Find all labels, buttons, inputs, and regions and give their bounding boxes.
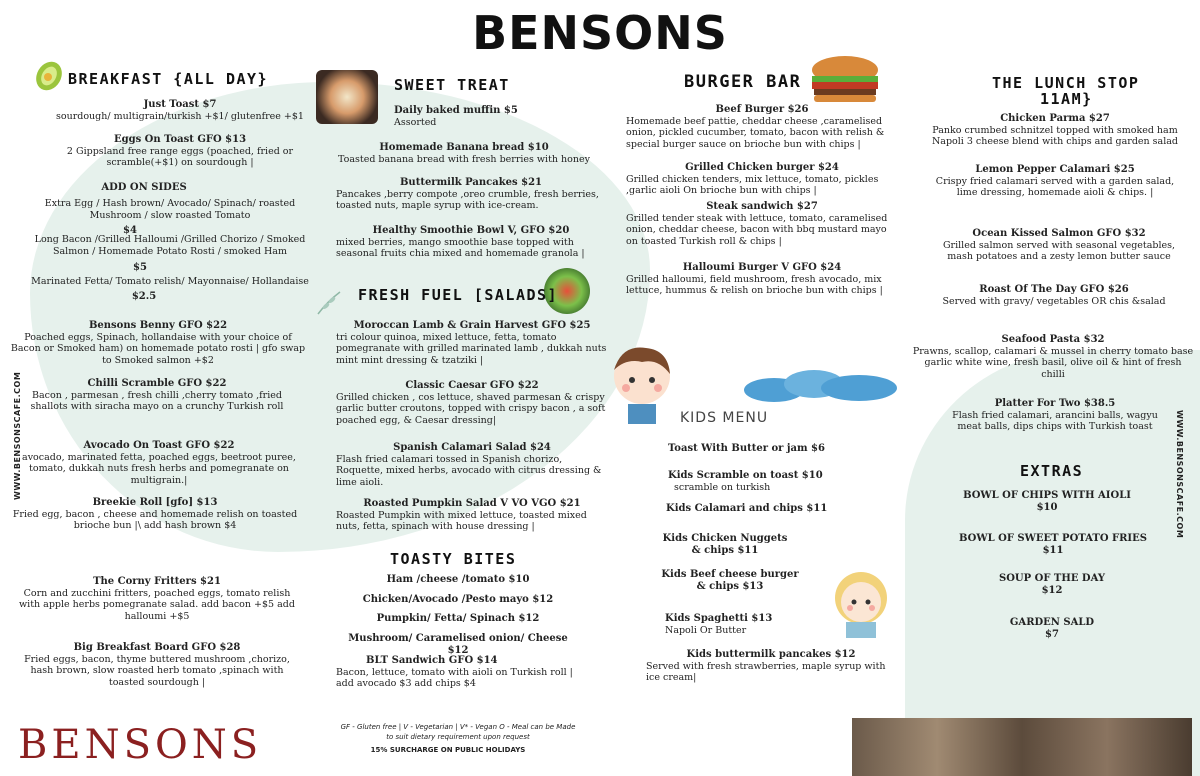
page-title: BENSONS — [472, 6, 728, 60]
menu-item: $2.5 — [131, 291, 157, 302]
menu-item: SOUP OF THE DAY $12 — [998, 573, 1105, 596]
menu-item: Kids Calamari and chips $11 — [666, 503, 828, 514]
menu-item: Classic Caesar GFO $22 Grilled chicken , cos lettuce, shaved parmesan & crispy garlic butter croutons, topped with crispy bacon , a soft poached egg, & Caesar dressing| — [336, 380, 606, 426]
menu-item: Bensons Benny GFO $22 Poached eggs, Spinach, hollandaise with your choice of Bacon or Smoked ham) on homemade potato rosti | gfo swap to Smoked salmon +$2 — [10, 320, 306, 366]
boy-illustration — [602, 340, 682, 426]
menu-item: Seafood Pasta $32 Prawns, scallop, calamari & mussel in cherry tomato base garlic white wine, fresh basil, olive oil & hint of fresh chilli — [912, 334, 1194, 380]
menu-item: Kids Beef cheese burger & chips $13 — [661, 569, 799, 592]
menu-item: Avocado On Toast GFO $22 avocado, marinated fetta, poached eggs, beetroot puree, tomato, dukkah nuts fresh herbs and pomegranate on multigrain.| — [22, 440, 296, 486]
menu-item: Just Toast $7 sourdough/ multigrain/turkish +$1/ glutenfree +$1 — [56, 99, 304, 122]
menu-item: Homemade Banana bread $10 Toasted banana bread with fresh berries with honey — [338, 142, 590, 165]
menu-item: Grilled Chicken burger $24 Grilled chicken tenders, mix lettuce, tomato, pickles ,garlic aioli On brioche bun with chips | — [626, 162, 879, 196]
menu-item: Chicken Parma $27 Panko crumbed schnitzel topped with smoked ham Napoli 3 cheese blend with chips and garden salad — [931, 113, 1178, 147]
menu-item: Toast With Butter or jam $6 — [668, 443, 825, 454]
menu-item: Platter For Two $38.5 Flash fried calamari, arancini balls, wagyu meat balls, dips chips with Turkish toast — [952, 398, 1158, 432]
website-left: WWW.BENSONSCAFE.COM — [13, 371, 22, 500]
menu-item: Mushroom/ Caramelised onion/ Cheese $12 — [348, 633, 568, 656]
clouds-illustration — [744, 368, 904, 404]
menu-item: Long Bacon /Grilled Halloumi /Grilled Chorizo / Smoked Salmon / Homemade Potato Rosti / smoked Ham — [34, 234, 306, 257]
menu-item: Kids Chicken Nuggets & chips $11 — [662, 533, 788, 556]
menu-item: Spanish Calamari Salad $24 Flash fried calamari tossed in Spanish chorizo, Roquette, mixed herbs, avocado with citrus dressing & lime aioli. — [336, 442, 602, 488]
website-right: WWW.BENSONSCAFE.COM — [1175, 410, 1184, 539]
kids-title: KIDS MENU — [680, 410, 769, 426]
menu-item: The Corny Fritters $21 Corn and zucchini fritters, poached eggs, tomato relish with apple herbs pomegranate salad. add bacon +$5 add halloumi +$5 — [19, 576, 295, 622]
menu-item: Roast Of The Day GFO $26 Served with gravy/ vegetables OR chis &salad — [942, 284, 1166, 307]
leaf-icon — [314, 288, 344, 318]
toasty-title: TOASTY BITES — [390, 550, 517, 568]
menu-item: ADD ON SIDES — [101, 182, 187, 193]
menu-item: Marinated Fetta/ Tomato relish/ Mayonnaise/ Hollandaise — [31, 276, 309, 287]
menu-item: Lemon Pepper Calamari $25 Crispy fried calamari served with a garden salad, lime dressing, homemade aioli & chips. | — [935, 164, 1175, 198]
salads-title: FRESH FUEL [SALADS] — [358, 286, 559, 304]
menu-item: Steak sandwich $27 Grilled tender steak with lettuce, tomato, caramelised onion, cheddar cheese, bacon with bbq mustard mayo on toasted Turkish roll & chips | — [626, 201, 888, 247]
menu-item: Chicken/Avocado /Pesto mayo $12 — [362, 594, 554, 605]
menu-item: Breekie Roll [gfo] $13 Fried egg, bacon , cheese and homemade relish on toasted brioche bun |\ add hash brown $4 — [12, 497, 298, 531]
menu-item: Kids buttermilk pancakes $12 Served with fresh strawberries, maple syrup with ice cream| — [646, 649, 886, 683]
menu-item: BLT Sandwich GFO $14 Bacon, lettuce, tomato with aioli on Turkish roll | add avocado $3 add chips $4 — [336, 655, 573, 689]
menu-item: GARDEN SALD $7 — [1009, 617, 1095, 640]
breakfast-title: BREAKFAST {ALL DAY} — [68, 70, 269, 88]
menu-item: Kids Spaghetti $13 Napoli Or Butter — [665, 613, 773, 636]
extras-title: EXTRAS — [1020, 462, 1084, 480]
menu-item: Beef Burger $26 Homemade beef pattie, cheddar cheese ,caramelised onion, pickled cucumber, tomato, bacon with relish & special burger sauce on brioche bun with chips | — [626, 104, 885, 150]
menu-item: BOWL OF CHIPS WITH AIOLI $10 — [963, 490, 1131, 513]
bensons-logo: BENSONS — [18, 722, 263, 768]
menu-item: Eggs On Toast GFO $13 2 Gippsland free range eggs (poached, fried or scramble(+$1) on sourdough | — [66, 134, 294, 168]
menu-item: Ham /cheese /tomato $10 — [386, 574, 530, 585]
sweet-treat-title: SWEET TREAT — [394, 76, 510, 94]
lunch-subtitle: 11AM} — [1040, 90, 1093, 108]
menu-item: Ocean Kissed Salmon GFO $32 Grilled salmon served with seasonal vegetables, mash potatoes and a zesty lemon butter sauce — [942, 228, 1176, 262]
menu-item: Extra Egg / Hash brown/ Avocado/ Spinach/ roasted Mushroom / slow roasted Tomato — [44, 198, 296, 221]
menu-item: Kids Scramble on toast $10 scramble on turkish — [668, 470, 823, 493]
menu-item: Moroccan Lamb & Grain Harvest GFO $25 tri colour quinoa, mixed lettuce, fetta, tomato pomegranate with grilled marinated lamb , dukkah nuts mint mint dressing & tzatziki | — [336, 320, 607, 366]
burger-title: BURGER BAR — [684, 72, 802, 92]
menu-item: Healthy Smoothie Bowl V, GFO $20 mixed berries, mango smoothie base topped with seasonal fruits chia mixed and homemade granola | — [336, 225, 585, 259]
menu-item: Halloumi Burger V GFO $24 Grilled halloumi, field mushroom, fresh avocado, mix lettuce, hummus & relish on brioche bun with chips | — [626, 262, 883, 296]
menu-item: Pumpkin/ Fetta/ Spinach $12 — [376, 613, 540, 624]
burger-icon — [806, 54, 884, 104]
menu-item: Big Breakfast Board GFO $28 Fried eggs, bacon, thyme buttered mushroom ,chorizo, hash brown, slow roasted herb tomato ,spinach with toasted sourdough | — [24, 642, 290, 688]
menu-item: BOWL OF SWEET POTATO FRIES $11 — [959, 533, 1147, 556]
menu-item: Buttermilk Pancakes $21 Pancakes ,berry compote ,oreo crumble, fresh berries, toasted nuts, maple syrup with ice-cream. — [336, 177, 599, 211]
dietary-legend: GF - Gluten free | V - Vegetarian | V* - Vegan O - Meal can be Made to suit dietary requirement upon request — [340, 723, 576, 741]
menu-item: Roasted Pumpkin Salad V VO VGO $21 Roasted Pumpkin with mixed lettuce, toasted mixed nuts, fetta, spinach with house dressing | — [336, 498, 587, 532]
cafe-street-image — [852, 718, 1192, 776]
menu-item: Daily baked muffin $5 Assorted — [394, 105, 518, 128]
menu-item: Chilli Scramble GFO $22 Bacon , parmesan , fresh chilli ,cherry tomato ,fried shallots with siracha mayo on a crunchy Turkish roll — [30, 378, 284, 412]
menu-item: $5 — [133, 262, 147, 273]
menu-item: $4 — [123, 225, 137, 236]
avocado-toast-icon — [32, 60, 66, 92]
lunch-title: THE LUNCH STOP — [992, 74, 1140, 92]
surcharge-note: 15% SURCHARGE ON PUBLIC HOLIDAYS — [370, 746, 526, 754]
